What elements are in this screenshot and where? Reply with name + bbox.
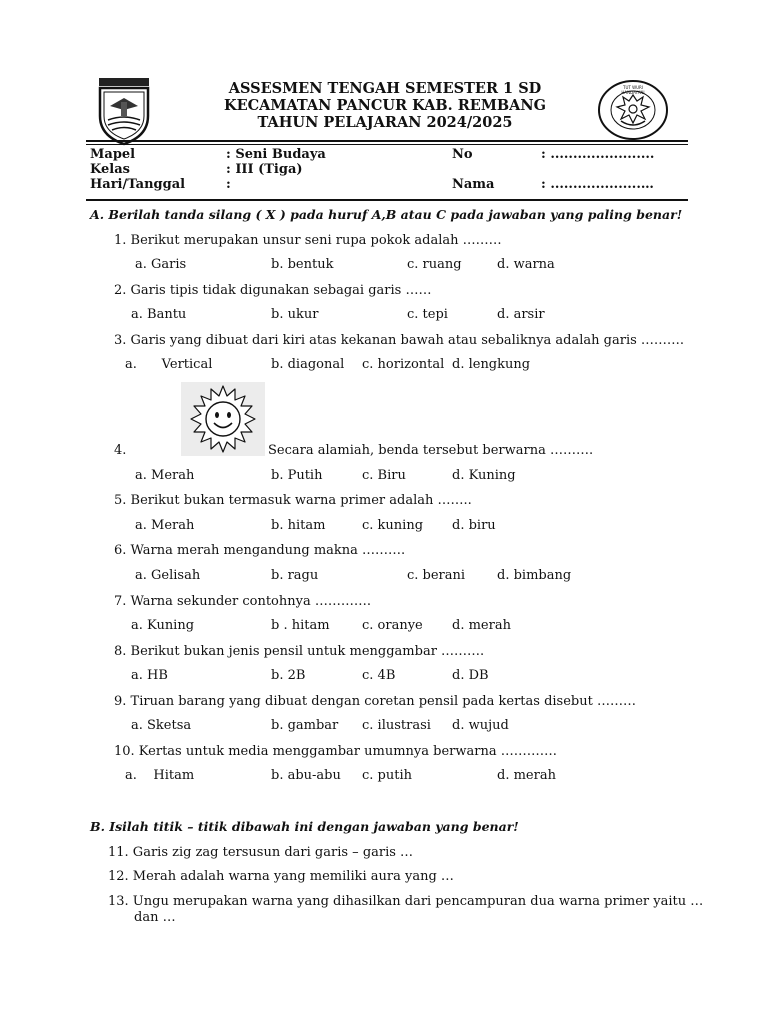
- q2-option-a: a. Bantu: [131, 307, 187, 322]
- q5-option-b: b. hitam: [271, 518, 326, 533]
- q6-option-d: d. bimbang: [497, 568, 572, 583]
- question-8: 8. Berikut bukan jenis pensil untuk menggambar ……….: [114, 644, 485, 659]
- q5-option-d: d. biru: [452, 518, 496, 533]
- no-value: : .......................: [541, 147, 655, 162]
- header-rule-top-thin: [86, 144, 688, 145]
- q4-option-d: d. Kuning: [452, 468, 516, 483]
- q3-option-c: c. horizontal: [362, 357, 445, 372]
- title-line-2: KECAMATAN PANCUR KAB. REMBANG: [223, 97, 547, 114]
- question-6: 6. Warna merah mengandung makna ……….: [114, 543, 406, 558]
- smiling-sun-icon: [181, 382, 265, 456]
- mapel-value: : Seni Budaya: [226, 147, 326, 162]
- q4-option-a: a. Merah: [135, 468, 195, 483]
- q4-option-c: c. Biru: [362, 468, 406, 483]
- left-logo-text: KABUPATEN REMBANG: [104, 75, 144, 79]
- question-2: 2. Garis tipis tidak digunakan sebagai garis ……: [114, 283, 432, 298]
- q2-option-c: c. tepi: [407, 307, 448, 322]
- header-rule-bottom: [86, 199, 688, 201]
- q2-option-d: d. arsir: [497, 307, 545, 322]
- q7-option-b: b . hitam: [271, 618, 330, 633]
- sun-image: [181, 382, 265, 456]
- q7-option-a: a. Kuning: [131, 618, 195, 633]
- question-10: 10. Kertas untuk media menggambar umumnya berwarna ………….: [114, 744, 557, 759]
- rembang-crest-logo: [96, 76, 152, 146]
- q3-option-b: b. diagonal: [271, 357, 345, 372]
- question-12: 12. Merah adalah warna yang memiliki aura yang …: [108, 869, 454, 884]
- q9-option-c: c. ilustrasi: [362, 718, 431, 733]
- q5-option-c: c. kuning: [362, 518, 424, 533]
- nama-label: Nama: [452, 177, 495, 192]
- section-a-instruction: A. Berilah tanda silang ( X ) pada huruf A,B atau C pada jawaban yang paling benar!: [90, 207, 683, 222]
- q5-option-a: a. Merah: [135, 518, 195, 533]
- kelas-label: Kelas: [90, 162, 130, 177]
- header-rule-top: [86, 140, 688, 142]
- question-1: 1. Berikut merupakan unsur seni rupa pokok adalah ………: [114, 233, 502, 248]
- q7-option-c: c. oranye: [362, 618, 423, 633]
- q3-option-a: a. Vertical: [125, 357, 213, 372]
- q8-option-d: d. DB: [452, 668, 489, 683]
- q6-option-a: a. Gelisah: [135, 568, 201, 583]
- question-9: 9. Tiruan barang yang dibuat dengan coretan pensil pada kertas disebut ………: [114, 694, 636, 709]
- q2-option-b: b. ukur: [271, 307, 319, 322]
- q8-option-b: b. 2B: [271, 668, 306, 683]
- q10-option-d: d. merah: [497, 768, 556, 783]
- q1-option-a: a. Garis: [135, 257, 187, 272]
- q10-option-b: b. abu-abu: [271, 768, 341, 783]
- title-line-1: ASSESMEN TENGAH SEMESTER 1 SD: [228, 80, 542, 97]
- q9-option-d: d. wujud: [452, 718, 509, 733]
- right-logo-text: TUT WURI HANDAYANI: [621, 85, 645, 95]
- question-5: 5. Berikut bukan termasuk warna primer adalah ……..: [114, 493, 472, 508]
- q10-option-c: c. putih: [362, 768, 412, 783]
- no-label: No: [452, 147, 473, 162]
- q6-option-b: b. ragu: [271, 568, 319, 583]
- question-4-number: 4.: [114, 443, 127, 458]
- mapel-label: Mapel: [90, 147, 136, 162]
- question-3: 3. Garis yang dibuat dari kiri atas kekanan bawah atau sebaliknya adalah garis ……….: [114, 333, 685, 348]
- kelas-value: : III (Tiga): [226, 162, 303, 177]
- q10-option-a: a. Hitam: [125, 768, 195, 783]
- q1-option-d: d. warna: [497, 257, 555, 272]
- question-11: 11. Garis zig zag tersusun dari garis – garis …: [108, 845, 414, 860]
- q8-option-a: a. HB: [131, 668, 168, 683]
- q3-option-d: d. lengkung: [452, 357, 531, 372]
- question-7: 7. Warna sekunder contohnya ………….: [114, 594, 371, 609]
- q4-option-b: b. Putih: [271, 468, 323, 483]
- q1-option-b: b. bentuk: [271, 257, 334, 272]
- hari-tanggal-value: :: [226, 177, 231, 192]
- nama-value: : ....................…: [541, 177, 654, 192]
- q1-option-c: c. ruang: [407, 257, 462, 272]
- section-b-instruction: B. Isilah titik – titik dibawah ini dengan jawaban yang benar!: [90, 819, 519, 834]
- q6-option-c: c. berani: [407, 568, 466, 583]
- q9-option-b: b. gambar: [271, 718, 339, 733]
- q8-option-c: c. 4B: [362, 668, 396, 683]
- question-4: Secara alamiah, benda tersebut berwarna ……….: [268, 443, 594, 458]
- tut-wuri-handayani-logo: [597, 79, 669, 141]
- q9-option-a: a. Sketsa: [131, 718, 192, 733]
- q7-option-d: d. merah: [452, 618, 511, 633]
- hari-tanggal-label: Hari/Tanggal: [90, 177, 186, 192]
- question-13-continuation: dan …: [134, 910, 176, 925]
- title-line-3: TAHUN PELAJARAN 2024/2025: [257, 114, 513, 131]
- question-13: 13. Ungu merupakan warna yang dihasilkan dari pencampuran dua warna primer yaitu …: [108, 894, 704, 909]
